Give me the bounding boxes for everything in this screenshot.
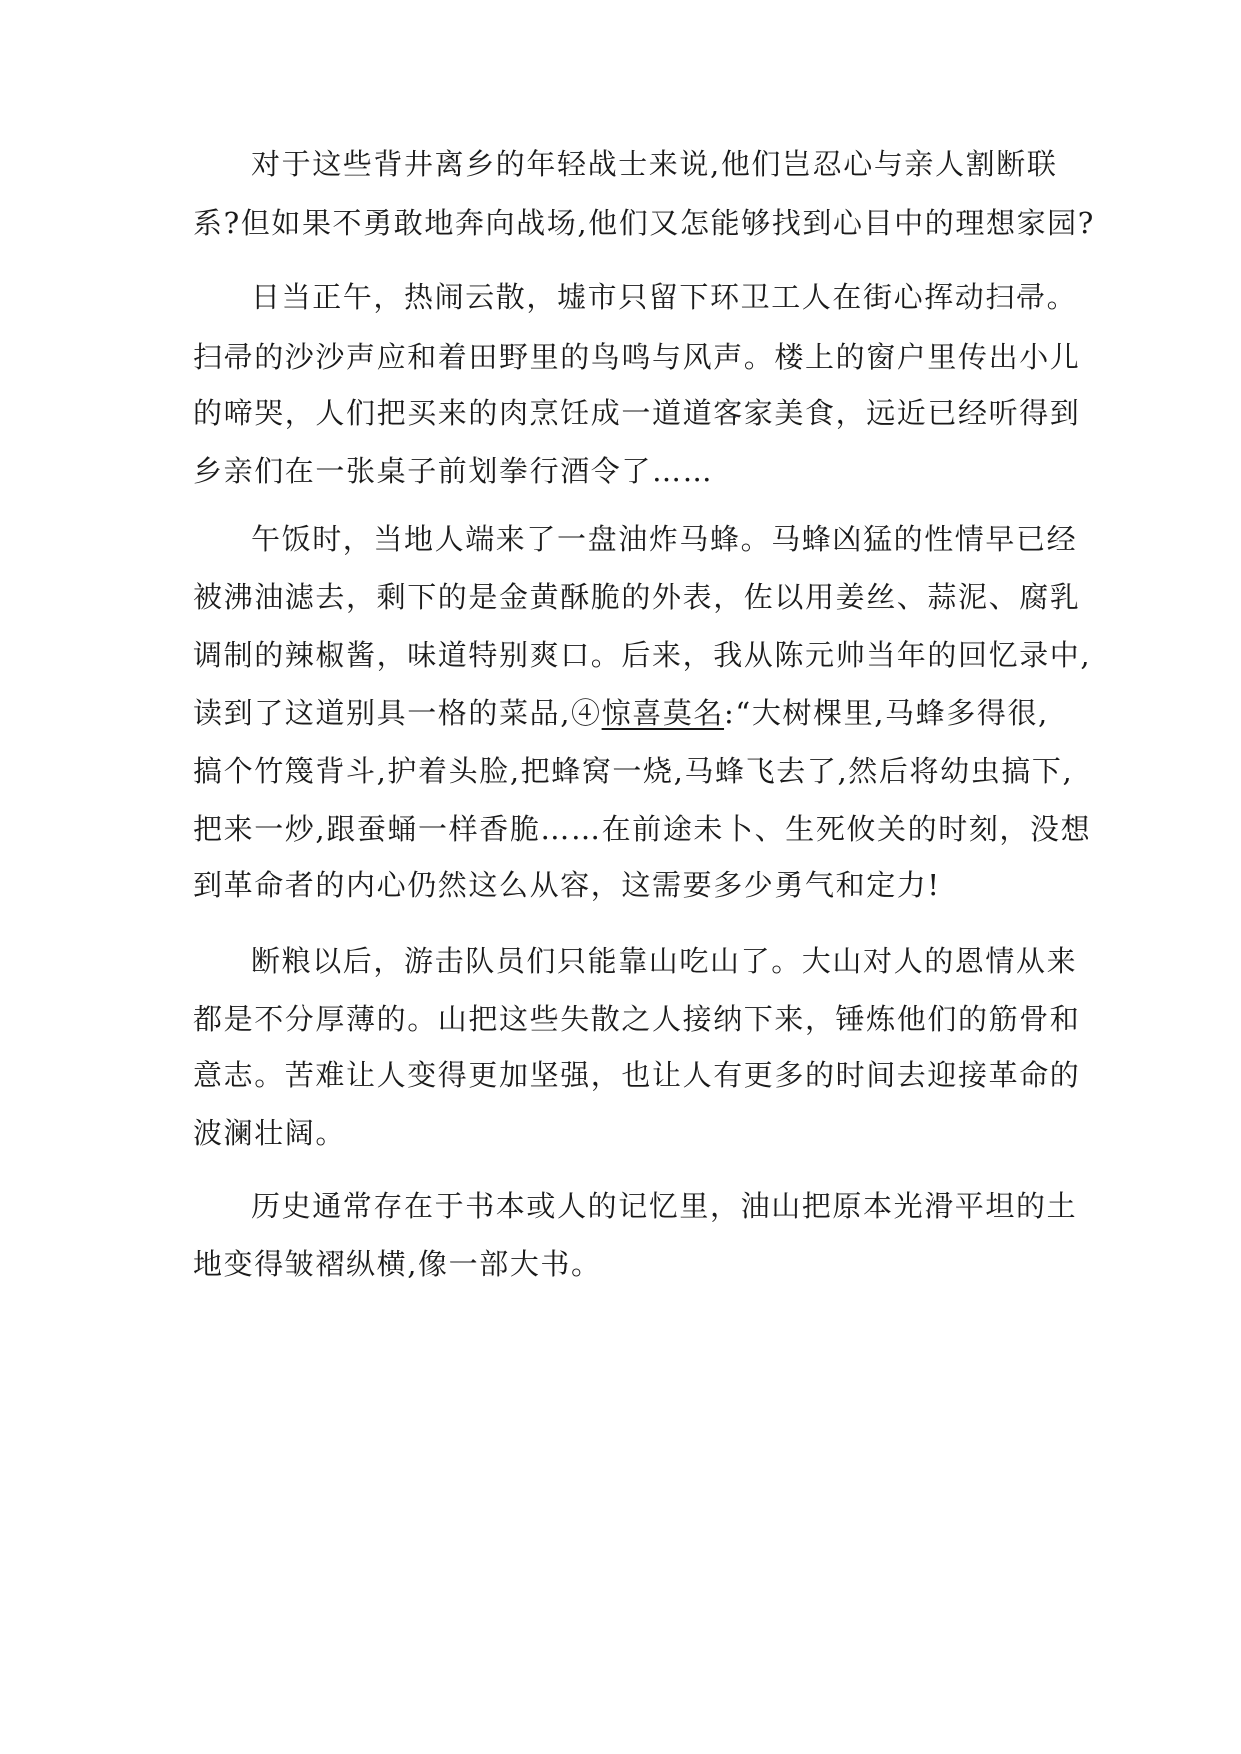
- underlined-phrase: 惊喜莫名: [601, 696, 725, 730]
- paragraph-3-line-4: [193, 693, 1053, 733]
- paragraph-1-line-1: 对于这些背井离乡的年轻战士来说,他们岂忍心与亲人割断联: [251, 147, 1058, 181]
- line-text-before: 读到了这道别具一格的菜品,④: [193, 696, 602, 730]
- paragraph-3-line-6: 把来一炒,跟蚕蛹一样香脆……在前途未卜、生死攸关的时刻，没想: [193, 812, 1092, 846]
- paragraph-5-line-2: 地变得皱褶纵横,像一部大书。: [193, 1247, 602, 1281]
- line-text-after: :“大树棵里,马蜂多得很,: [724, 696, 1049, 730]
- paragraph-2-line-3: 的啼哭，人们把买来的肉烹饪成一道道客家美食，远近已经听得到: [193, 396, 1081, 430]
- paragraph-4-line-4: 波澜壮阔。: [193, 1116, 347, 1150]
- paragraph-5-line-1: 历史通常存在于书本或人的记忆里，油山把原本光滑平坦的土: [251, 1189, 1078, 1223]
- paragraph-3-line-2: 被沸油滤去，剩下的是金黄酥脆的外表，佐以用姜丝、蒜泥、腐乳: [193, 580, 1081, 614]
- paragraph-3-line-7: 到革命者的内心仍然这么从容，这需要多少勇气和定力!: [193, 868, 941, 902]
- paragraph-3-line-1: 午饭时，当地人端来了一盘油炸马蜂。马蜂凶猛的性情早已经: [251, 522, 1078, 556]
- paragraph-4-line-3: 意志。苦难让人变得更加坚强，也让人有更多的时间去迎接革命的: [193, 1058, 1081, 1092]
- paragraph-2-line-4: 乡亲们在一张桌子前划拳行酒令了……: [193, 454, 714, 488]
- paragraph-4-line-2: 都是不分厚薄的。山把这些失散之人接纳下来，锤炼他们的筋骨和: [193, 1002, 1081, 1036]
- paragraph-4-line-1: 断粮以后，游击队员们只能靠山吃山了。大山对人的恩情从来: [251, 944, 1078, 978]
- paragraph-3-line-5: 搞个竹篾背斗,护着头脸,把蜂窝一烧,马蜂飞去了,然后将幼虫搞下,: [193, 754, 1074, 788]
- paragraph-1-line-2: 系?但如果不勇敢地奔向战场,他们又怎能够找到心目中的理想家园?: [193, 206, 1095, 240]
- paragraph-2-line-1: 日当正午，热闹云散，墟市只留下环卫工人在街心挥动扫帚。: [251, 280, 1078, 314]
- paragraph-2-line-2: 扫帚的沙沙声应和着田野里的鸟鸣与风声。楼上的窗户里传出小儿: [193, 340, 1081, 374]
- paragraph-3-line-3: 调制的辣椒酱，味道特别爽口。后来，我从陈元帅当年的回忆录中,: [193, 638, 1092, 672]
